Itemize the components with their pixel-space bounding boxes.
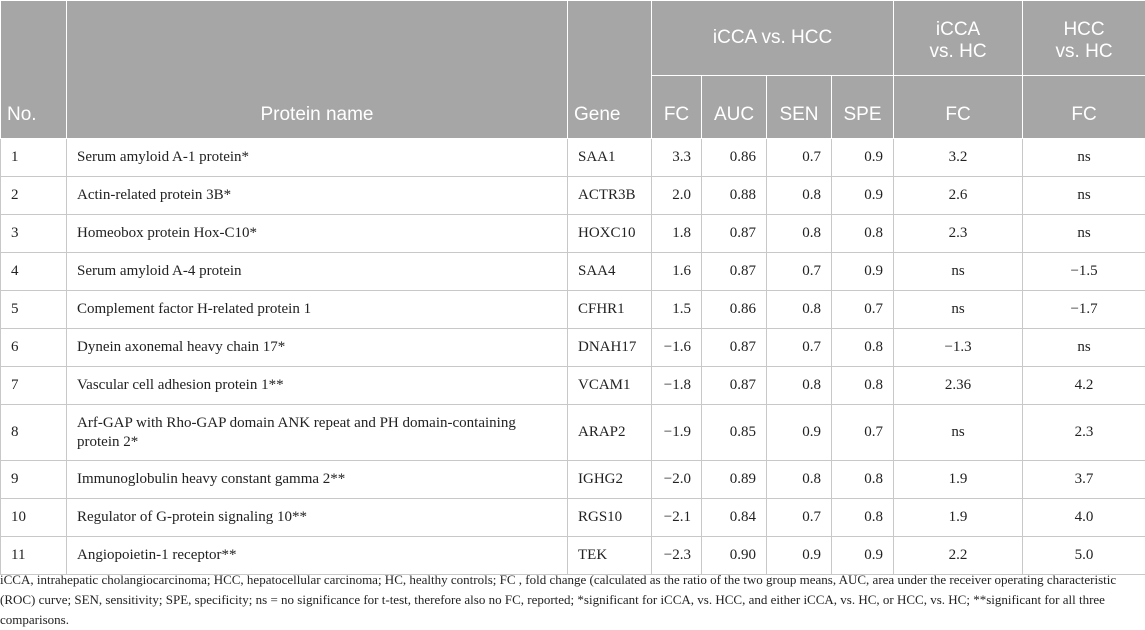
cell-gene: RGS10 [568,499,652,537]
cell-fc: −2.0 [652,461,702,499]
cell-fc-hcc-vs-hc: 4.2 [1023,367,1145,405]
cell-protein-name: Homeobox protein Hox-C10* [67,215,568,253]
table-body [1,139,1145,575]
cell-auc: 0.89 [702,461,767,499]
cell-sen: 0.8 [767,367,832,405]
cell-fc: 1.5 [652,291,702,329]
cell-fc-icca-vs-hc: 1.9 [894,461,1023,499]
table-row [1,253,1145,291]
table-footnote: iCCA, intrahepatic cholangiocarcinoma; HCC, hepatocellular carcinoma; HC, healthy controls; FC , fold change (calculated as the ratio of the two group means, AUC, area under the receiver operating characteristic (ROC) curve; SEN, sensitivity; SPE, specificity; ns = no significance for t-test, therefore also no FC, reported; *significant for iCCA, vs. HCC, and either iCCA, vs. HC, or HCC, vs. HC; **significant for all three comparisons. [0,570,1140,630]
cell-fc-hcc-vs-hc: −1.7 [1023,291,1145,329]
cell-fc: 1.6 [652,253,702,291]
cell-fc-icca-vs-hc: ns [894,291,1023,329]
cell-no: 3 [1,215,67,253]
cell-spe: 0.9 [832,253,894,291]
header-no: No. [1,1,67,139]
cell-fc-icca-vs-hc: 3.2 [894,139,1023,177]
cell-protein-name: Complement factor H-related protein 1 [67,291,568,329]
table-row [1,291,1145,329]
cell-protein-name: Serum amyloid A-4 protein [67,253,568,291]
cell-spe: 0.8 [832,499,894,537]
cell-no: 1 [1,139,67,177]
cell-gene: DNAH17 [568,329,652,367]
cell-no: 10 [1,499,67,537]
cell-sen: 0.8 [767,461,832,499]
table-row [1,405,1145,461]
header-spe: SPE [832,76,894,139]
header-fc-hcc-vs-hc: FC [1023,76,1145,139]
cell-gene: VCAM1 [568,367,652,405]
cell-fc-icca-vs-hc: 2.6 [894,177,1023,215]
cell-spe: 0.7 [832,405,894,461]
cell-fc-icca-vs-hc: 2.3 [894,215,1023,253]
table-row [1,499,1145,537]
table-row [1,139,1145,177]
cell-gene: CFHR1 [568,291,652,329]
cell-gene: ARAP2 [568,405,652,461]
cell-fc-icca-vs-hc: −1.3 [894,329,1023,367]
header-group-icca-vs-hc-line1: iCCA [900,19,1016,41]
cell-fc: 2.0 [652,177,702,215]
cell-fc: −1.8 [652,367,702,405]
cell-auc: 0.84 [702,499,767,537]
cell-sen: 0.7 [767,499,832,537]
cell-sen: 0.9 [767,405,832,461]
cell-spe: 0.7 [832,291,894,329]
cell-spe: 0.8 [832,215,894,253]
cell-gene: ACTR3B [568,177,652,215]
cell-fc: −2.3 [652,537,702,575]
cell-fc-icca-vs-hc: ns [894,405,1023,461]
cell-sen: 0.9 [767,537,832,575]
cell-fc-hcc-vs-hc: 2.3 [1023,405,1145,461]
cell-spe: 0.9 [832,537,894,575]
cell-fc-icca-vs-hc: 2.2 [894,537,1023,575]
cell-spe: 0.8 [832,367,894,405]
table-row [1,329,1145,367]
header-sen: SEN [767,76,832,139]
header-group-hcc-vs-hc-line2: vs. HC [1029,41,1139,63]
header-fc-icca-vs-hc: FC [894,76,1023,139]
cell-fc: −1.6 [652,329,702,367]
table-row [1,537,1145,575]
cell-sen: 0.8 [767,177,832,215]
cell-protein-name: Dynein axonemal heavy chain 17* [67,329,568,367]
cell-gene: HOXC10 [568,215,652,253]
cell-fc-hcc-vs-hc: 4.0 [1023,499,1145,537]
table-row [1,177,1145,215]
cell-protein-name: Regulator of G-protein signaling 10** [67,499,568,537]
header-fc: FC [652,76,702,139]
cell-fc-hcc-vs-hc: ns [1023,215,1145,253]
cell-no: 11 [1,537,67,575]
cell-fc-hcc-vs-hc: 5.0 [1023,537,1145,575]
cell-fc: −1.9 [652,405,702,461]
cell-protein-name: Angiopoietin-1 receptor** [67,537,568,575]
cell-auc: 0.87 [702,367,767,405]
table-header [1,1,1145,139]
cell-fc-icca-vs-hc: 1.9 [894,499,1023,537]
cell-auc: 0.86 [702,139,767,177]
cell-auc: 0.90 [702,537,767,575]
cell-no: 5 [1,291,67,329]
cell-fc: −2.1 [652,499,702,537]
cell-fc-hcc-vs-hc: 3.7 [1023,461,1145,499]
cell-spe: 0.8 [832,461,894,499]
cell-fc-hcc-vs-hc: ns [1023,139,1145,177]
cell-protein-name: Serum amyloid A-1 protein* [67,139,568,177]
cell-spe: 0.8 [832,329,894,367]
cell-sen: 0.7 [767,139,832,177]
cell-fc-hcc-vs-hc: ns [1023,177,1145,215]
cell-gene: IGHG2 [568,461,652,499]
header-group-icca-vs-hc [894,1,1023,76]
cell-no: 8 [1,405,67,461]
table-row [1,367,1145,405]
cell-sen: 0.8 [767,291,832,329]
cell-no: 7 [1,367,67,405]
header-gene: Gene [568,1,652,139]
cell-auc: 0.85 [702,405,767,461]
cell-auc: 0.86 [702,291,767,329]
cell-sen: 0.8 [767,215,832,253]
cell-auc: 0.87 [702,253,767,291]
table-row [1,461,1145,499]
cell-auc: 0.87 [702,215,767,253]
header-protein-name: Protein name [67,1,568,139]
cell-protein-name: Actin-related protein 3B* [67,177,568,215]
cell-auc: 0.87 [702,329,767,367]
cell-sen: 0.7 [767,253,832,291]
cell-auc: 0.88 [702,177,767,215]
cell-spe: 0.9 [832,139,894,177]
cell-fc: 1.8 [652,215,702,253]
cell-sen: 0.7 [767,329,832,367]
cell-gene: SAA4 [568,253,652,291]
table-row [1,215,1145,253]
cell-fc-icca-vs-hc: ns [894,253,1023,291]
cell-protein-name: Arf-GAP with Rho-GAP domain ANK repeat and PH domain-containing protein 2* [67,405,568,461]
header-group-icca-vs-hc-line2: vs. HC [900,41,1016,63]
cell-protein-name: Immunoglobulin heavy constant gamma 2** [67,461,568,499]
cell-fc-hcc-vs-hc: −1.5 [1023,253,1145,291]
cell-no: 2 [1,177,67,215]
cell-fc-icca-vs-hc: 2.36 [894,367,1023,405]
cell-no: 9 [1,461,67,499]
cell-fc-hcc-vs-hc: ns [1023,329,1145,367]
cell-gene: SAA1 [568,139,652,177]
header-auc: AUC [702,76,767,139]
cell-gene: TEK [568,537,652,575]
cell-no: 4 [1,253,67,291]
cell-protein-name: Vascular cell adhesion protein 1** [67,367,568,405]
cell-fc: 3.3 [652,139,702,177]
header-group-hcc-vs-hc [1023,1,1145,76]
header-group-hcc-vs-hc-line1: HCC [1029,19,1139,41]
cell-no: 6 [1,329,67,367]
cell-spe: 0.9 [832,177,894,215]
header-group-icca-vs-hcc: iCCA vs. HCC [652,1,894,76]
